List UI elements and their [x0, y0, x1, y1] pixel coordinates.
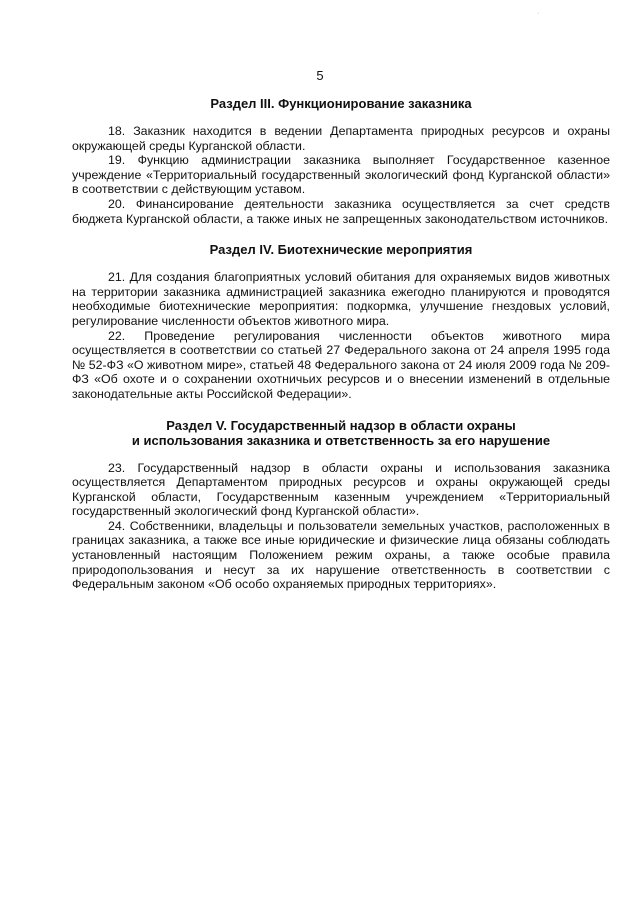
paragraph-19: 19. Функцию администрации заказника выполняет Государственное казенное учреждение «Территориальный государственный экологический фонд Курганской области» в соответствии с действующим уставом.: [72, 153, 610, 197]
paragraph-22: 22. Проведение регулирования численности объектов животного мира осуществляется в соответствии со статьей 27 Федерального закона от 24 апреля 1995 года № 52-ФЗ «О животном мире», статьей 48 Федерального закона от 24 июля 2009 года № 209-ФЗ «Об охоте и о сохранении охотничьих ресурсов и о внесении изменений в отдельные законодательные акты Российской Федерации».: [72, 328, 610, 401]
paragraph-20: 20. Финансирование деятельности заказника осуществляется за счет средств бюджета Курганской области, а также иных не запрещенных законодательством источников.: [72, 196, 610, 226]
section-heading-line: и использования заказника и ответственность за его нарушение: [131, 432, 551, 448]
paragraph-18: 18. Заказник находится в ведении Департамента природных ресурсов и охраны окружающей среды Курганской области.: [72, 124, 610, 153]
scan-mark: ·: [537, 10, 540, 17]
section-heading-line: Раздел V. Государственный надзор в области охраны: [166, 417, 516, 433]
paragraph-24: 24. Собственники, владельцы и пользователи земельных участков, расположенных в границах заказника, а также все иные юридические и физические лица обязаны соблюдать установленный настоящим Положением режим охраны, а также особые правила природопользования и несут за их нарушение ответственность в соответствии с Федеральным законом «Об особо охраняемых природных территориях».: [72, 518, 610, 592]
section-heading-5: [72, 418, 610, 448]
page-number: 5: [316, 68, 324, 83]
paragraph-21: 21. Для создания благоприятных условий обитания для охраняемых видов животных на территории заказника администрацией заказника ежегодно планируются и проводятся необходимые биотехнические мероприятия: подкормка, улучшение гнездовых условий, регулирование численности объектов животного мира.: [72, 270, 610, 328]
paragraph-23: 23. Государственный надзор в области охраны и использования заказника осуществляется Департаментом природных ресурсов и охраны окружающей среды Курганской области, Государственным казенным учреждением «Территориальный государственный экологический фонд Курганской области».: [72, 460, 610, 519]
section-heading-4: [72, 242, 610, 257]
section-heading-3: [72, 96, 610, 111]
document-body: [72, 96, 610, 592]
section-heading-line: Раздел IV. Биотехнические мероприятия: [209, 242, 473, 258]
section-heading-line: Раздел III. Функционирование заказника: [210, 96, 472, 111]
